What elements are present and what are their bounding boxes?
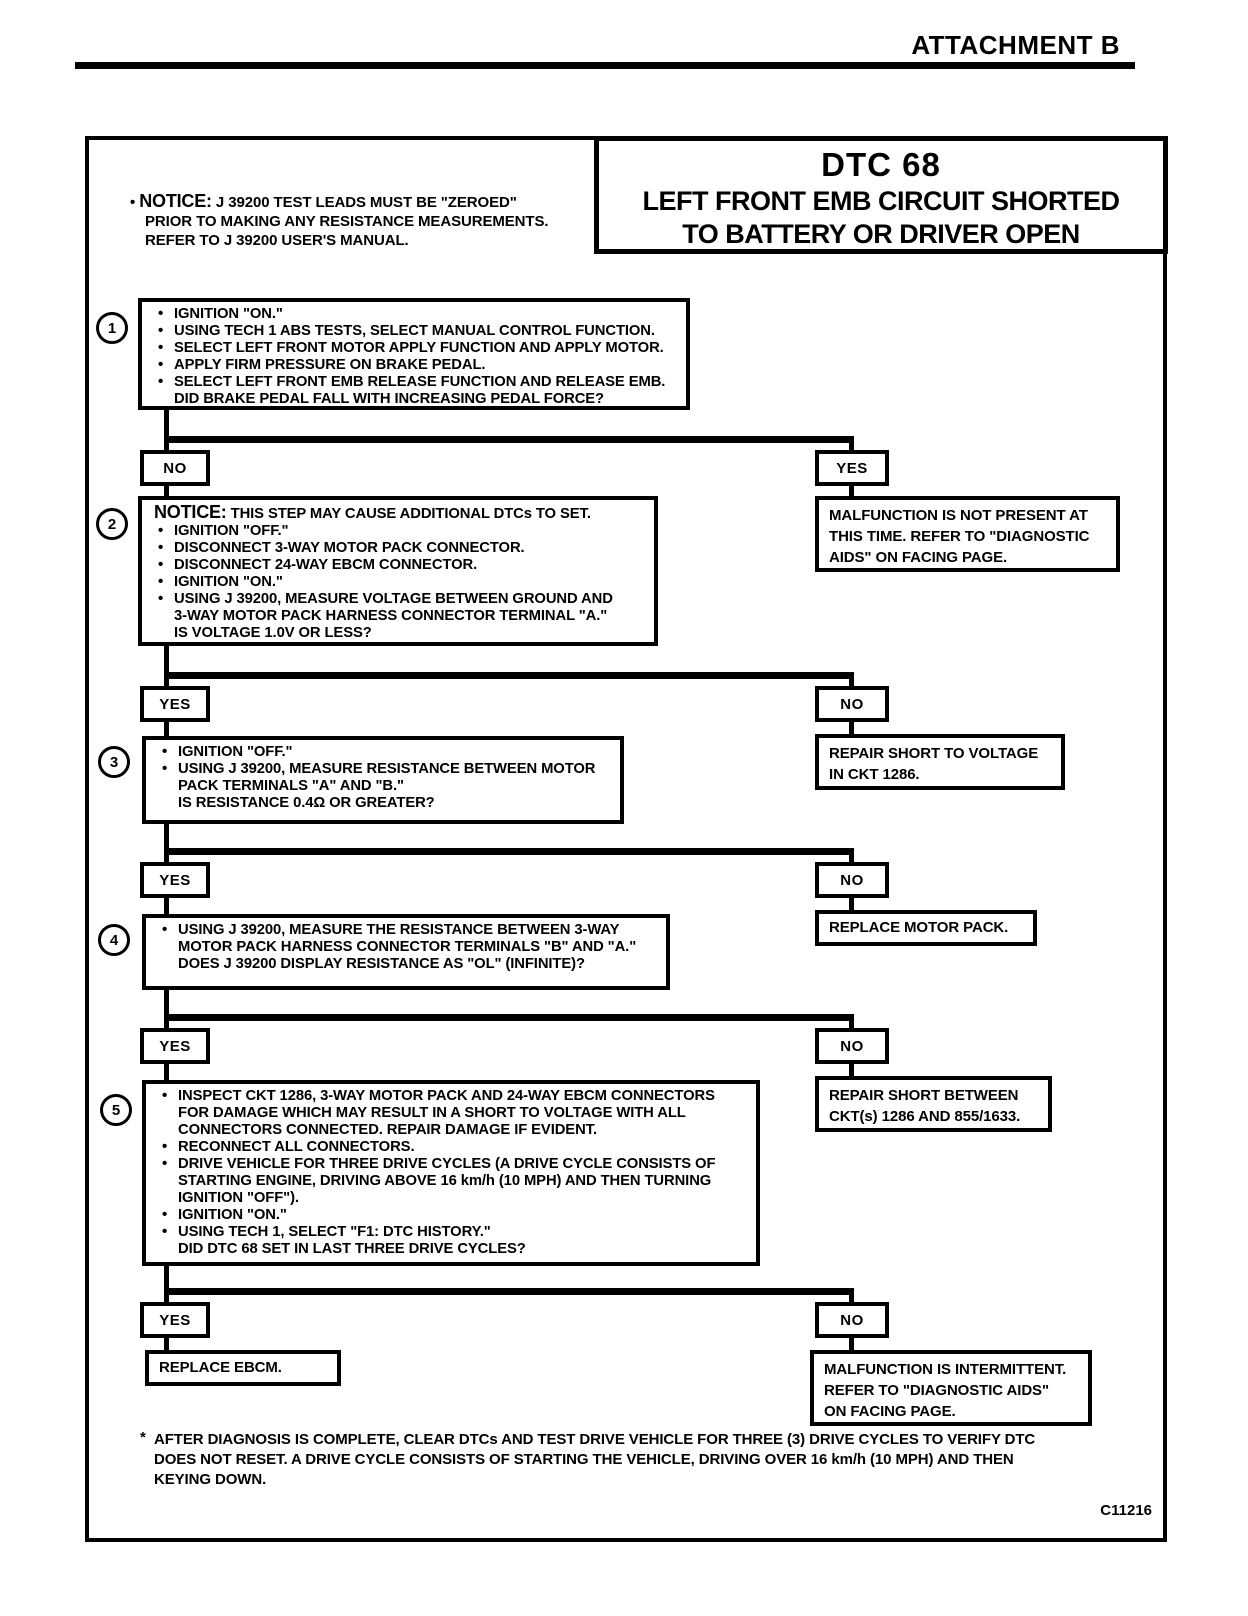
action-text: REPLACE MOTOR PACK. <box>829 919 1009 936</box>
step-5-line <box>156 1088 746 1105</box>
step-5-line: FOR DAMAGE WHICH MAY RESULT IN A SHORT TO VOLTAGE WITH ALL <box>178 1105 686 1121</box>
footnote-line: KEYING DOWN. <box>154 1471 267 1488</box>
connector <box>849 1295 854 1302</box>
action-text: MALFUNCTION IS INTERMITTENT. <box>824 1361 1067 1378</box>
step-2-text: DISCONNECT 24-WAY EBCM CONNECTOR. <box>174 557 478 573</box>
decision-no-1: NO <box>140 450 210 486</box>
connector <box>849 443 854 450</box>
notice-label: NOTICE: <box>139 191 212 211</box>
connector <box>849 1064 854 1076</box>
bullet-icon: • <box>162 921 168 938</box>
step-1-line <box>152 306 676 323</box>
decision-yes-1: YES <box>815 450 889 486</box>
footnote-line: AFTER DIAGNOSIS IS COMPLETE, CLEAR DTCs AND TEST DRIVE VEHICLE FOR THREE (3) DRIVE CYCLES TO VERIFY DTC <box>154 1431 1036 1448</box>
step-2-text: USING J 39200, MEASURE VOLTAGE BETWEEN GROUND AND <box>174 591 613 607</box>
bullet-icon: • <box>158 590 164 607</box>
connector <box>849 898 854 910</box>
step-5-text: DRIVE VEHICLE FOR THREE DRIVE CYCLES (A DRIVE CYCLE CONSISTS OF <box>178 1156 716 1172</box>
decision-yes-3: YES <box>140 862 210 898</box>
step-2-line <box>152 574 644 591</box>
action-malfunction-not-present <box>815 496 1120 572</box>
connector <box>164 848 854 855</box>
footnote-marker: * <box>140 1429 146 1446</box>
decision-yes-4: YES <box>140 1028 210 1064</box>
step-number-4: 4 <box>98 924 130 956</box>
step-2-text: IGNITION "OFF." <box>174 523 289 539</box>
action-text: REPLACE EBCM. <box>159 1359 282 1376</box>
step-1-question: DID BRAKE PEDAL FALL WITH INCREASING PEDAL FORCE? <box>174 391 604 407</box>
connector <box>164 824 169 848</box>
bullet-icon: • <box>158 339 164 356</box>
bullet-icon: • <box>162 1206 168 1223</box>
step-2-line <box>152 523 644 540</box>
action-text: CKT(s) 1286 AND 855/1633. <box>829 1108 1021 1125</box>
connector <box>164 486 169 496</box>
step-3-text: IGNITION "OFF." <box>178 744 293 760</box>
step-5-text: INSPECT CKT 1286, 3-WAY MOTOR PACK AND 24-WAY EBCM CONNECTORS <box>178 1088 715 1104</box>
step-3-question: IS RESISTANCE 0.4Ω OR GREATER? <box>178 795 435 811</box>
connector <box>164 646 169 672</box>
step-box-1 <box>138 298 690 410</box>
attachment-label: ATTACHMENT B <box>911 30 1120 60</box>
step-2-line <box>152 540 644 557</box>
action-repair-short-ckt1286 <box>815 734 1065 790</box>
action-text: THIS TIME. REFER TO "DIAGNOSTIC <box>829 528 1090 545</box>
step-1-text: APPLY FIRM PRESSURE ON BRAKE PEDAL. <box>174 357 486 373</box>
dtc-code: DTC 68 <box>821 146 941 183</box>
step-1-line <box>152 357 676 374</box>
connector <box>849 679 854 686</box>
step-2-notice-text: THIS STEP MAY CAUSE ADDITIONAL DTCs TO SET. <box>230 506 591 522</box>
connector <box>164 1266 169 1288</box>
connector <box>164 443 169 450</box>
step-2-line: 3-WAY MOTOR PACK HARNESS CONNECTOR TERMINAL "A." <box>174 608 608 624</box>
figure-code: C11216 <box>1100 1502 1152 1519</box>
connector <box>164 672 854 679</box>
step-1-line <box>152 374 676 391</box>
action-malfunction-intermittent <box>810 1350 1092 1426</box>
connector <box>164 679 169 686</box>
action-text: REPAIR SHORT TO VOLTAGE <box>829 745 1039 762</box>
notice-line-2: PRIOR TO MAKING ANY RESISTANCE MEASUREMENTS. <box>145 213 549 230</box>
dtc-title-line-2: TO BATTERY OR DRIVER OPEN <box>682 219 1080 249</box>
bullet-icon: • <box>158 305 164 322</box>
footnote <box>138 1430 1152 1490</box>
step-4-line <box>156 922 656 939</box>
step-2-notice-label: NOTICE: <box>154 502 227 522</box>
bullet-icon: • <box>158 373 164 390</box>
step-5-question: DID DTC 68 SET IN LAST THREE DRIVE CYCLES? <box>178 1241 526 1257</box>
bullet-icon: • <box>162 760 168 777</box>
bullet-icon: • <box>162 1087 168 1104</box>
step-2-text: DISCONNECT 3-WAY MOTOR PACK CONNECTOR. <box>174 540 525 556</box>
decision-yes-5: YES <box>140 1302 210 1338</box>
step-2-text: IGNITION "ON." <box>174 574 283 590</box>
step-4-question: DOES J 39200 DISPLAY RESISTANCE AS "OL" (INFINITE)? <box>178 956 585 972</box>
bullet-icon: • <box>162 743 168 760</box>
step-box-2 <box>138 496 658 646</box>
bullet-icon: • <box>158 556 164 573</box>
footnote-line: DOES NOT RESET. A DRIVE CYCLE CONSISTS OF STARTING THE VEHICLE, DRIVING OVER 16 km/h (10 MPH) AND THEN <box>154 1451 1014 1468</box>
bullet-icon: • <box>158 573 164 590</box>
step-5-line <box>156 1156 746 1173</box>
step-2-line <box>152 591 644 608</box>
step-box-5 <box>142 1080 760 1266</box>
dtc-title-line-1: LEFT FRONT EMB CIRCUIT SHORTED <box>642 186 1120 216</box>
step-5-line <box>156 1224 746 1241</box>
step-2-notice <box>152 504 644 523</box>
connector <box>164 990 169 1014</box>
step-1-line <box>152 340 676 357</box>
connector <box>164 898 169 914</box>
connector <box>164 1021 169 1028</box>
step-4-line: MOTOR PACK HARNESS CONNECTOR TERMINALS "B" AND "A." <box>178 939 637 955</box>
step-5-text: IGNITION "ON." <box>178 1207 287 1223</box>
action-text: REPAIR SHORT BETWEEN <box>829 1087 1019 1104</box>
connector <box>164 436 854 443</box>
step-1-text: IGNITION "ON." <box>174 306 283 322</box>
notice-line-1 <box>130 192 600 212</box>
connector <box>849 486 854 496</box>
step-3-text: USING J 39200, MEASURE RESISTANCE BETWEEN MOTOR <box>178 761 596 777</box>
step-4-text: USING J 39200, MEASURE THE RESISTANCE BETWEEN 3-WAY <box>178 922 620 938</box>
header-rule <box>75 62 1135 69</box>
step-5-line <box>156 1207 746 1224</box>
notice-text: J 39200 TEST LEADS MUST BE "ZEROED" <box>215 194 517 211</box>
step-5-text: RECONNECT ALL CONNECTORS. <box>178 1139 415 1155</box>
connector <box>164 1064 169 1080</box>
notice-header <box>130 192 600 250</box>
step-number-5: 5 <box>100 1094 132 1126</box>
bullet-icon: • <box>158 322 164 339</box>
bullet-icon: • <box>158 356 164 373</box>
action-text: ON FACING PAGE. <box>824 1403 956 1420</box>
step-box-4 <box>142 914 670 990</box>
decision-no-3: NO <box>815 862 889 898</box>
step-5-line: STARTING ENGINE, DRIVING ABOVE 16 km/h (10 MPH) AND THEN TURNING <box>178 1173 712 1189</box>
connector <box>849 722 854 734</box>
action-text: REFER TO "DIAGNOSTIC AIDS" <box>824 1382 1049 1399</box>
connector <box>164 722 169 736</box>
connector <box>164 410 169 436</box>
step-1-text: SELECT LEFT FRONT EMB RELEASE FUNCTION AND RELEASE EMB. <box>174 374 666 390</box>
notice-line-3: REFER TO J 39200 USER'S MANUAL. <box>145 232 409 249</box>
step-1-text: USING TECH 1 ABS TESTS, SELECT MANUAL CONTROL FUNCTION. <box>174 323 655 339</box>
decision-no-4: NO <box>815 1028 889 1064</box>
step-1-text: SELECT LEFT FRONT MOTOR APPLY FUNCTION AND APPLY MOTOR. <box>174 340 664 356</box>
connector <box>849 1021 854 1028</box>
connector <box>849 855 854 862</box>
step-box-3 <box>142 736 624 824</box>
step-number-1: 1 <box>96 312 128 344</box>
step-5-line: CONNECTORS CONNECTED. REPAIR DAMAGE IF EVIDENT. <box>178 1122 597 1138</box>
bullet-icon: • <box>158 522 164 539</box>
action-repair-short-between <box>815 1076 1052 1132</box>
action-replace-ebcm <box>145 1350 341 1386</box>
step-5-line <box>156 1139 746 1156</box>
decision-no-2: NO <box>815 686 889 722</box>
step-number-3: 3 <box>98 746 130 778</box>
connector <box>849 1338 854 1350</box>
action-text: MALFUNCTION IS NOT PRESENT AT <box>829 507 1088 524</box>
decision-yes-2: YES <box>140 686 210 722</box>
bullet-icon: • <box>162 1138 168 1155</box>
decision-no-5: NO <box>815 1302 889 1338</box>
dtc-title-box <box>594 136 1168 254</box>
action-text: AIDS" ON FACING PAGE. <box>829 549 1008 566</box>
connector <box>164 1014 854 1021</box>
step-3-line <box>156 761 610 778</box>
connector <box>164 1288 854 1295</box>
step-2-question: IS VOLTAGE 1.0V OR LESS? <box>174 625 372 641</box>
step-1-line <box>152 323 676 340</box>
connector <box>164 855 169 862</box>
bullet-icon: • <box>158 539 164 556</box>
action-text: IN CKT 1286. <box>829 766 920 783</box>
bullet-icon: • <box>162 1223 168 1240</box>
action-replace-motor-pack <box>815 910 1037 946</box>
connector <box>164 1295 169 1302</box>
step-2-line <box>152 557 644 574</box>
step-5-line: IGNITION "OFF"). <box>178 1190 299 1206</box>
connector <box>164 1338 169 1350</box>
step-5-text: USING TECH 1, SELECT "F1: DTC HISTORY." <box>178 1224 491 1240</box>
step-3-line: PACK TERMINALS "A" AND "B." <box>178 778 404 794</box>
step-number-2: 2 <box>96 508 128 540</box>
bullet-icon: • <box>130 194 136 211</box>
bullet-icon: • <box>162 1155 168 1172</box>
step-3-line <box>156 744 610 761</box>
